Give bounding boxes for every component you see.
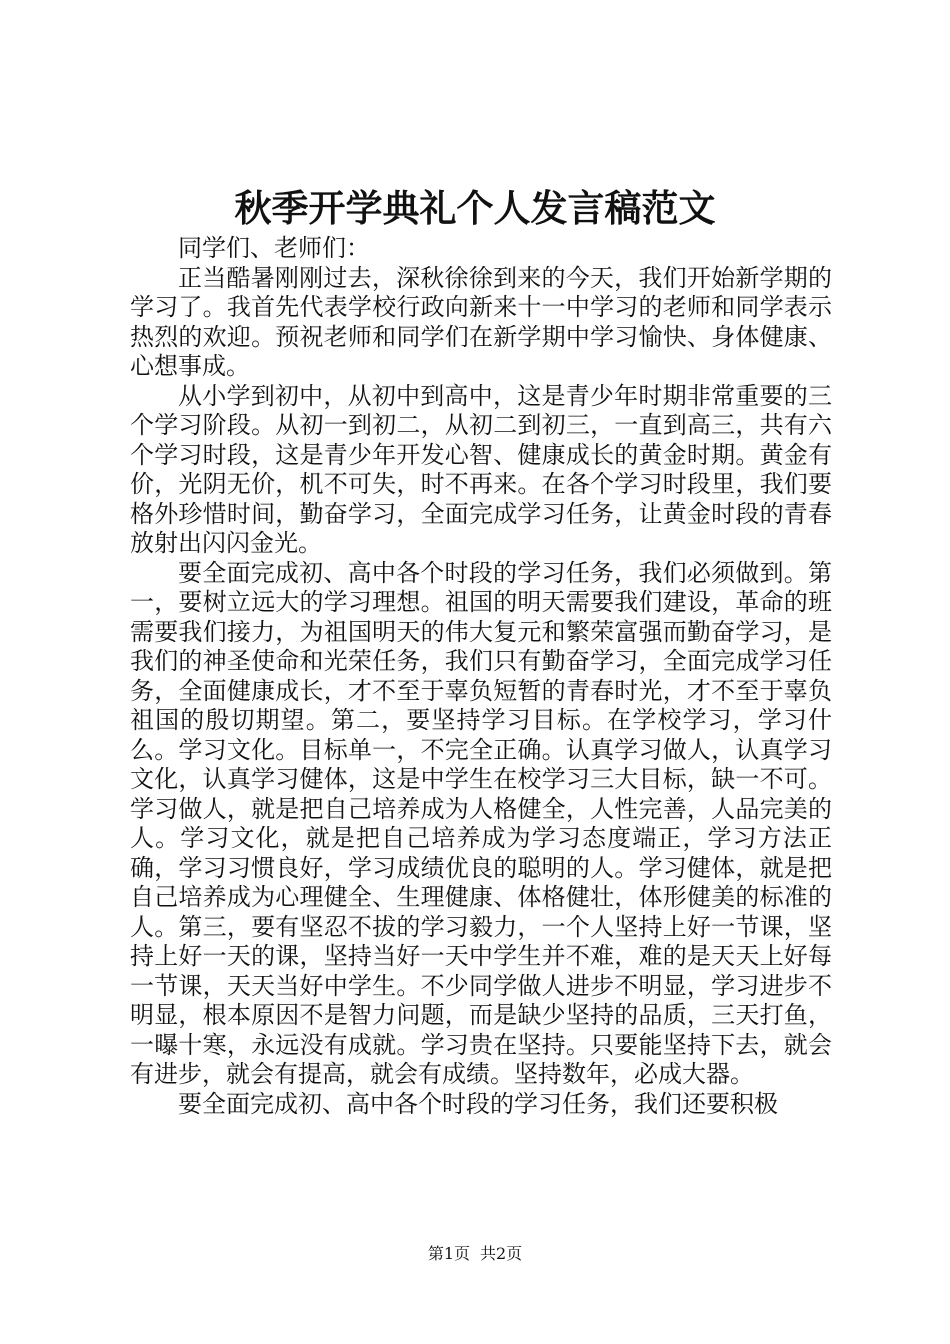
body-paragraph: 要全面完成初、高中各个时段的学习任务，我们还要积极	[178, 1089, 778, 1118]
page-number: 第1页	[427, 1244, 470, 1263]
document-body	[130, 234, 832, 1119]
body-paragraph: 从小学到初中，从初中到高中，这是青少年时期非常重要的三个学习阶段。从初一到初二，从初二到初三，一直到高三，共有六个学习时段，这是青少年开发心智、健康成长的黄金时期。黄金有价，光阴无价，机不可失，时不再来。在各个学习时段里，我们要格外珍惜时间，勤奋学习，全面完成学习任务，让黄金时段的青春放射出闪闪金光。	[130, 381, 832, 557]
document-title: 秋季开学典礼个人发言稿范文	[234, 186, 716, 230]
body-paragraph: 正当酷暑刚刚过去，深秋徐徐到来的今天，我们开始新学期的学习了。我首先代表学校行政向新来十一中学习的老师和同学表示热烈的欢迎。预祝老师和同学们在新学期中学习愉快、身体健康、心想事成。	[130, 263, 832, 380]
body-paragraph: 要全面完成初、高中各个时段的学习任务，我们必须做到。第一，要树立远大的学习理想。祖国的明天需要我们建设，革命的班需要我们接力，为祖国明天的伟大复元和繁荣富强而勤奋学习，是我们的神圣使命和光荣任务，我们只有勤奋学习，全面完成学习任务，全面健康成长，才不至于辜负短暂的青春时光，才不至于辜负祖国的殷切期望。第二，要坚持学习目标。在学校学习，学习什么。学习文化。目标单一，不完全正确。认真学习做人，认真学习文化，认真学习健体，这是中学生在校学习三大目标，缺一不可。学习做人，就是把自己培养成为人格健全，人性完善，人品完美的人。学习文化，就是把自己培养成为学习态度端正，学习方法正确，学习习惯良好，学习成绩优良的聪明的人。学习健体，就是把自己培养成为心理健全、生理健康、体格健壮，体形健美的标准的人。第三，要有坚忍不拔的学习毅力，一个人坚持上好一节课，坚持上好一天的课，坚持当好一天中学生并不难，难的是天天上好每一节课，天天当好中学生。不少同学做人进步不明显，学习进步不明显，根本原因不是智力问题，而是缺少坚持的品质，三天打鱼，一曝十寒，永远没有成就。学习贵在坚持。只要能坚持下去，就会有进步，就会有提高，就会有成绩。坚持数年，必成大器。	[130, 558, 832, 1088]
page-footer	[0, 1244, 950, 1264]
salutation-paragraph: 同学们、老师们：	[178, 234, 370, 262]
page-total: 共2页	[480, 1244, 523, 1263]
